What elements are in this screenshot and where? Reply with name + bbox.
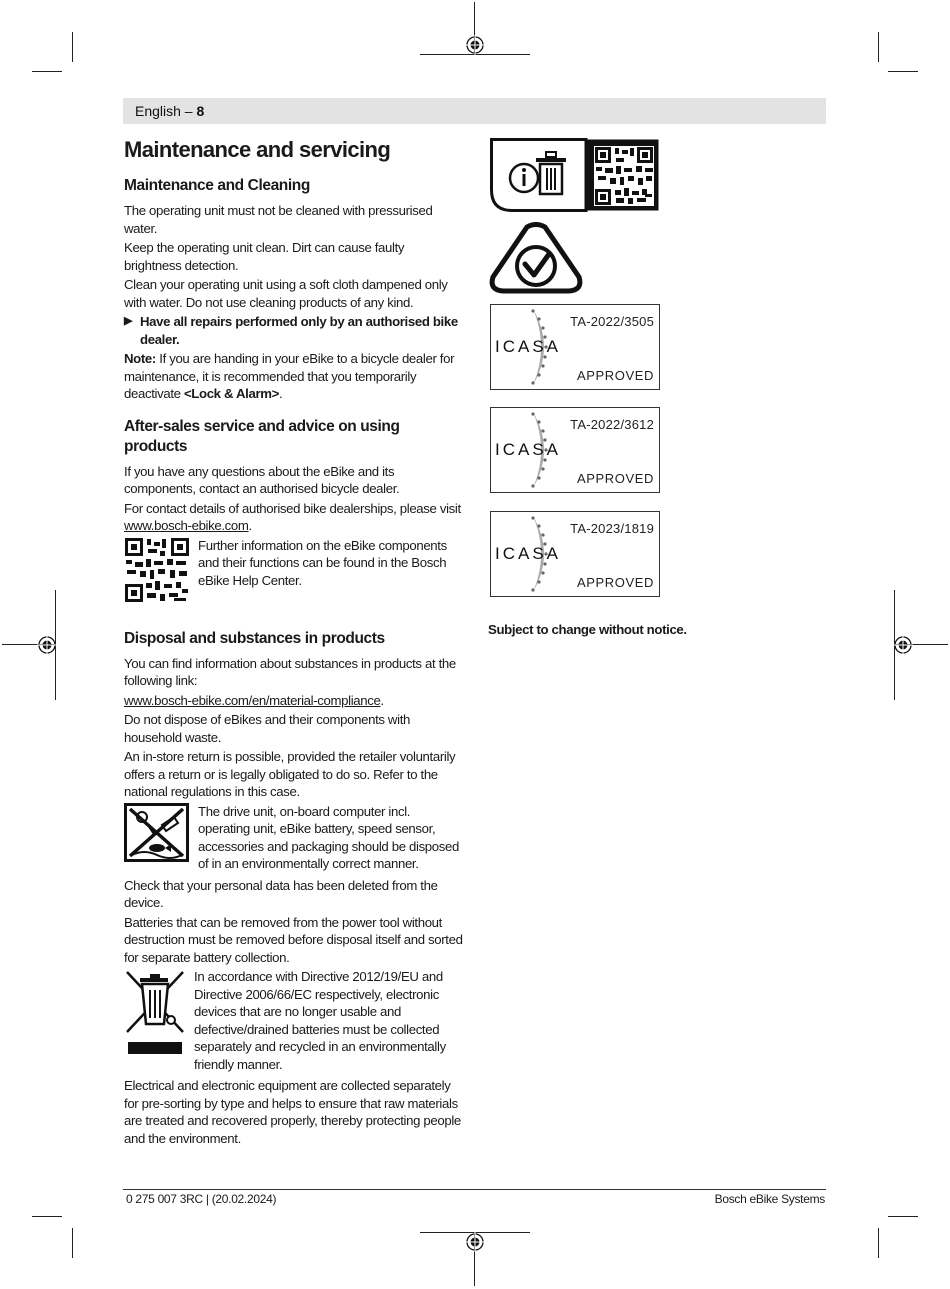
crop-mark <box>32 71 62 72</box>
header-separator: – <box>180 103 197 119</box>
crop-mark <box>878 1228 879 1258</box>
icasa-brand: ICASA <box>495 337 562 356</box>
crop-mark <box>878 32 879 62</box>
arrow-right-icon: ▶ <box>124 315 133 327</box>
crop-mark <box>888 71 918 72</box>
note-label: Note: <box>124 351 156 366</box>
icasa-approval-badge <box>490 304 660 390</box>
crop-mark <box>888 1216 918 1217</box>
icasa-brand: ICASA <box>495 440 562 459</box>
paragraph: Check that your personal data has been deleted from the device. <box>124 877 438 910</box>
paragraph: You can find information about substances in products at the following link: <box>124 655 456 688</box>
registration-mark-icon <box>37 635 57 655</box>
note-text: If you are handing in your eBike to a bicycle dealer for maintenance, it is recommended that you temporarily deactivate <box>124 351 455 401</box>
section-heading-aftersales: After-sales service and advice on using products <box>124 417 400 455</box>
paragraph: Do not dispose of eBikes and their components with household waste. <box>124 712 410 745</box>
crop-mark <box>72 1228 73 1258</box>
approval-status: APPROVED <box>576 471 654 486</box>
crossed-out-bin-icon <box>124 968 186 1058</box>
crop-mark <box>32 1216 62 1217</box>
note-end: . <box>278 386 283 401</box>
registration-mark-icon <box>893 635 913 655</box>
document-id: 0 275 007 3RC | (20.02.2024) <box>126 1192 277 1206</box>
paragraph-text: For contact details of authorised bike dealerships, please visit <box>124 500 461 516</box>
paragraph: An in-store return is possible, provided the retailer voluntarily offers a return or is legally obligated to do so. Refer to the national regulations in this case. <box>124 749 456 799</box>
registration-mark-icon <box>465 1232 485 1252</box>
help-center-text: Further information on the eBike components and their functions can be found in the Bosch eBike Help Center. <box>198 537 447 588</box>
header-language: English <box>135 103 181 119</box>
registration-mark-icon <box>465 35 485 55</box>
note-bold: <Lock & Alarm> <box>183 386 279 401</box>
paragraph-end: . <box>380 692 384 708</box>
bullet-text: Have all repairs performed only by an authorised bike dealer. <box>140 314 458 347</box>
icasa-approval-badge <box>490 511 660 597</box>
crop-mark <box>72 32 73 62</box>
section-heading-maintenance: Maintenance and Cleaning <box>124 177 310 194</box>
material-compliance-link[interactable]: www.bosch-ebike.com/en/material-compliance <box>124 692 381 708</box>
approval-number: TA-2023/1819 <box>570 521 654 536</box>
no-household-waste-icon <box>124 803 190 863</box>
paragraph: If you have any questions about the eBike and its components, contact an authorised bicycle dealer. <box>124 463 400 496</box>
paragraph: Electrical and electronic equipment are collected separately for pre-sorting by type and helps to ensure that raw materials are treated and recovered properly, thereby protecting people and the environment. <box>124 1078 461 1146</box>
approval-number: TA-2022/3505 <box>570 314 654 329</box>
bullet-item <box>124 313 464 348</box>
icasa-brand: ICASA <box>495 544 562 563</box>
paragraph: The operating unit must not be cleaned with pressurised water. <box>124 203 433 236</box>
disposal-text: The drive unit, on-board computer incl. operating unit, eBike battery, speed sensor, accessories and packaging should be disposed of in an environmentally correct manner. <box>198 803 459 871</box>
help-center-block <box>124 537 464 603</box>
paragraph: Keep the operating unit clean. Dirt can cause faulty brightness detection. <box>124 240 405 273</box>
approval-status: APPROVED <box>576 368 654 383</box>
info-recycle-qr-icon <box>490 138 660 212</box>
disposal-symbol-block <box>124 803 464 875</box>
weee-block <box>124 968 464 1075</box>
note <box>124 350 464 403</box>
section-heading-disposal: Disposal and substances in products <box>124 629 385 647</box>
paragraph-end: . <box>248 518 252 533</box>
paragraph: Batteries that can be removed from the power tool without destruction must be removed before disposal itself and sorted for separate battery collection. <box>124 914 463 965</box>
company-name: Bosch eBike Systems <box>714 1192 825 1206</box>
rcm-compliance-icon <box>487 222 585 294</box>
page-number: 8 <box>196 103 205 119</box>
approval-status: APPROVED <box>576 575 654 590</box>
change-notice: Subject to change without notice. <box>488 622 687 637</box>
paragraph <box>124 692 464 710</box>
weee-text: In accordance with Directive 2012/19/EU and Directive 2006/66/EC respectively, electronic devices that are no longer usable and defective/drained batteries must be collected separately and recycled in an environmentally friendly manner. <box>194 969 446 1072</box>
paragraph <box>124 500 464 535</box>
icasa-approval-badge <box>490 407 660 493</box>
bosch-ebike-link[interactable]: www.bosch-ebike.com <box>124 518 249 533</box>
page-title: Maintenance and servicing <box>124 137 391 162</box>
footer-divider <box>123 1189 826 1190</box>
page-header <box>123 98 826 124</box>
qr-code-icon[interactable] <box>124 537 190 603</box>
paragraph: Clean your operating unit using a soft cloth dampened only with water. Do not use cleaning products of any kind. <box>124 277 448 310</box>
approval-number: TA-2022/3612 <box>570 417 654 432</box>
main-column <box>124 136 464 1149</box>
